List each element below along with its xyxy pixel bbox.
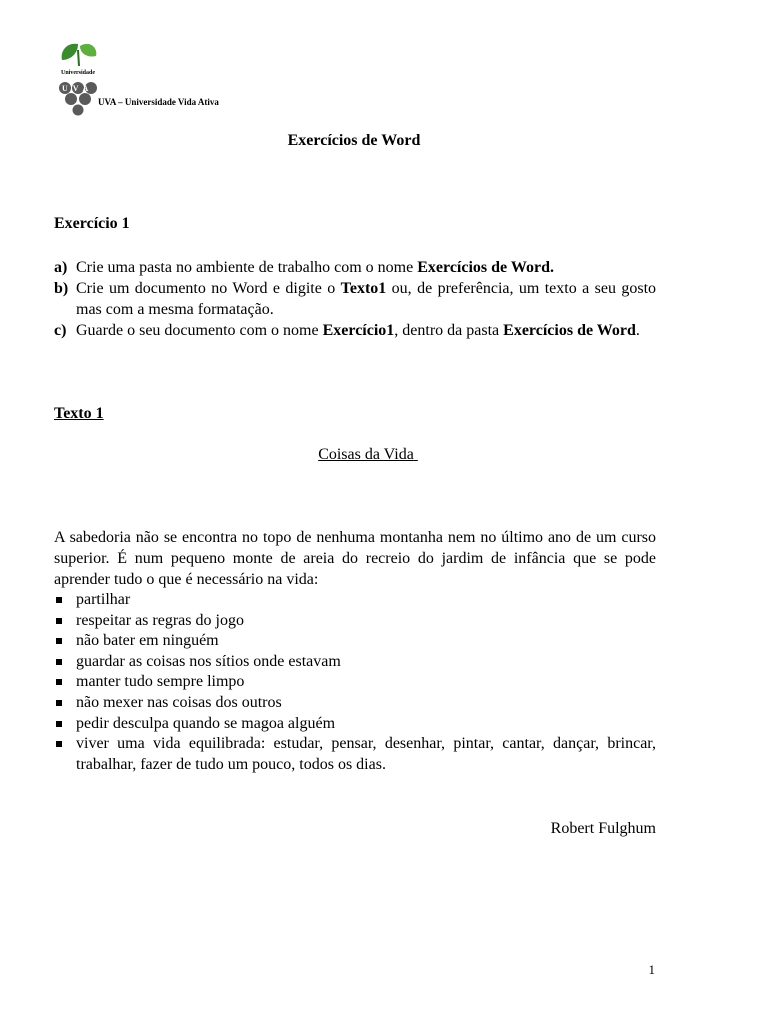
task-folder-name: Exercícios de Word. bbox=[417, 259, 554, 276]
list-item bbox=[54, 590, 656, 611]
task-text: ou, de preferência, um texto a seu gosto mas com a mesma formatação. bbox=[76, 280, 657, 318]
list-item-text: não mexer nas coisas dos outros bbox=[76, 693, 282, 711]
square-bullet-icon bbox=[56, 721, 62, 727]
square-bullet-icon bbox=[56, 618, 62, 624]
list-item-text: não bater em ninguém bbox=[76, 632, 219, 650]
task-text-name: Texto1 bbox=[340, 280, 387, 297]
task-a bbox=[54, 257, 656, 278]
page-number: 1 bbox=[648, 962, 655, 977]
list-item-text: viver uma vida equilibrada: estudar, pensar, desenhar, pintar, cantar, dançar, brincar, trabalhar, fazer de tudo um pouco, todos os dias. bbox=[76, 735, 656, 773]
square-bullet-icon bbox=[56, 679, 62, 685]
bullet-list bbox=[54, 590, 656, 775]
square-bullet-icon bbox=[56, 700, 62, 706]
logo-acronym: UVA bbox=[62, 84, 94, 93]
text-heading: Texto 1 bbox=[54, 405, 104, 422]
square-bullet-icon bbox=[56, 741, 62, 747]
task-text: Crie um documento no Word e digite o bbox=[76, 280, 341, 297]
list-item bbox=[54, 714, 656, 735]
task-letter: a) bbox=[54, 259, 68, 276]
logo-caption: UVA – Universidade Vida Ativa bbox=[98, 97, 219, 107]
task-b bbox=[54, 278, 656, 320]
list-item-text: manter tudo sempre limpo bbox=[76, 673, 245, 691]
exercise-heading: Exercício 1 bbox=[54, 215, 130, 232]
list-item bbox=[54, 631, 656, 652]
list-item-text: pedir desculpa quando se magoa alguém bbox=[76, 714, 336, 732]
square-bullet-icon bbox=[56, 659, 62, 665]
task-text: Crie uma pasta no ambiente de trabalho com o nome bbox=[76, 259, 418, 276]
university-logo bbox=[56, 40, 219, 116]
task-text: , dentro da pasta bbox=[394, 322, 504, 339]
task-letter: c) bbox=[54, 322, 67, 339]
list-item-text: respeitar as regras do jogo bbox=[76, 611, 244, 629]
task-text: . bbox=[635, 322, 640, 339]
task-letter: b) bbox=[54, 280, 69, 297]
square-bullet-icon bbox=[56, 597, 62, 603]
list-item bbox=[54, 734, 656, 775]
list-item bbox=[54, 611, 656, 632]
text-title-label: Coisas da Vida bbox=[318, 446, 414, 463]
task-file-name: Exercício1 bbox=[322, 322, 395, 339]
logo-university-label: Universidade bbox=[60, 70, 95, 76]
list-item-text: partilhar bbox=[76, 591, 131, 608]
task-list bbox=[54, 257, 656, 341]
task-folder-name: Exercícios de Word bbox=[503, 322, 636, 339]
text-paragraph: A sabedoria não se encontra no topo de nenhuma montanha nem no último ano de um curso superior. É num pequeno monte de areia do recreio do jardim de infância que se pode aprender tudo o que é necessário na vida: bbox=[54, 529, 656, 588]
list-item bbox=[54, 672, 656, 693]
author-signature: Robert Fulghum bbox=[550, 820, 656, 837]
document-title: Exercícios de Word bbox=[287, 132, 421, 149]
task-text: Guarde o seu documento com o nome bbox=[76, 322, 323, 339]
task-c bbox=[54, 320, 656, 341]
text-title bbox=[0, 446, 736, 464]
list-item bbox=[54, 693, 656, 714]
list-item-text: guardar as coisas nos sítios onde estavam bbox=[76, 652, 341, 670]
list-item bbox=[54, 652, 656, 673]
square-bullet-icon bbox=[56, 638, 62, 644]
